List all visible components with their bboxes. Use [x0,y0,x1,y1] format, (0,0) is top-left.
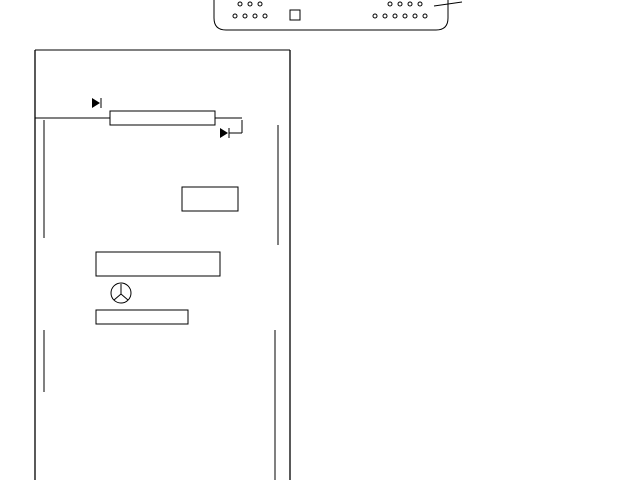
connector-illustration [214,0,462,30]
connector-pins-right [373,2,427,18]
diode-parking-brake [220,120,242,138]
speedometer-meter [111,283,131,303]
fuel-receiver-box [96,310,188,324]
diode-discharge [92,98,101,108]
abs-inverter-box [182,187,238,211]
connector-pins-left [233,2,300,20]
engine-coolant-temperature-receiver-box [96,252,220,276]
bulb-check-relay-box [35,111,242,125]
